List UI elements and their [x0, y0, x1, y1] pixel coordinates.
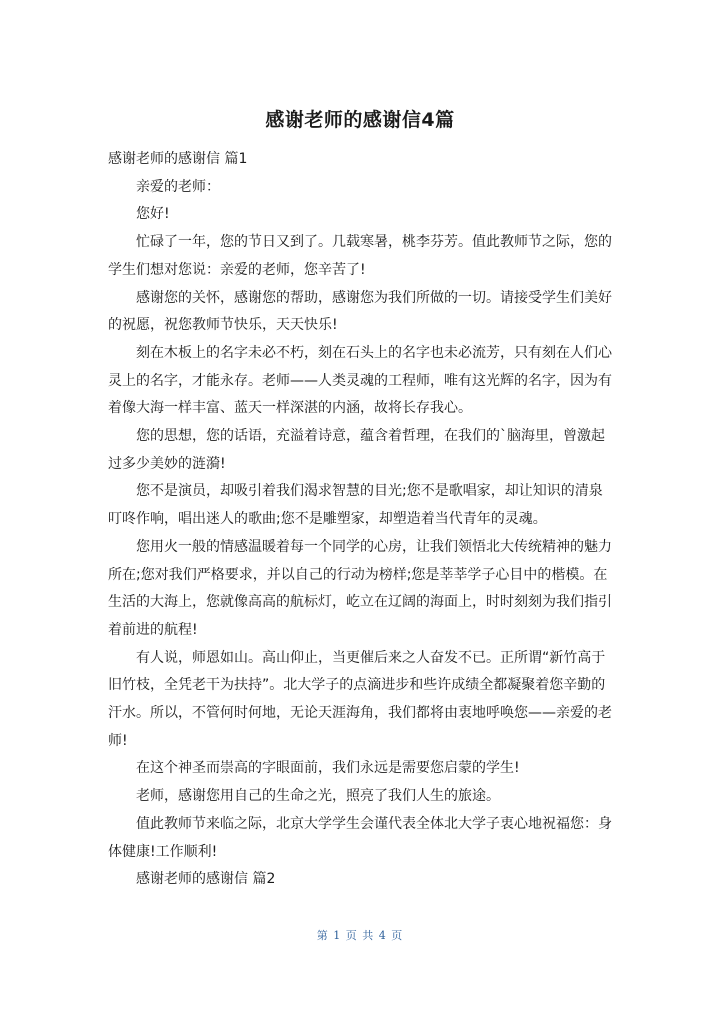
page-number-footer: [0, 928, 720, 944]
section-heading-2: 感谢老师的感谢信 篇2: [136, 871, 276, 888]
paragraph: 值此教师节来临之际，北京大学学生会谨代表全体北大学子衷心地祝福您：身体健康!工作顺利!: [108, 815, 612, 860]
paragraph: 有人说，师恩如山。高山仰止，当更催后来之人奋发不已。正所谓“新竹高于旧竹枝，全凭老干为扶持”。北大学子的点滴进步和些许成绩全都凝聚着您辛勤的汗水。所以，不管何时何地，无论天涯海角，我们都将由衷地呼唤您——亲爱的老师!: [108, 649, 612, 749]
paragraph: 忙碌了一年，您的节日又到了。几载寒暑，桃李芬芳。值此教师节之际，您的学生们想对您说：亲爱的老师，您辛苦了!: [108, 234, 612, 278]
paragraph: 刻在木板上的名字未必不朽，刻在石头上的名字也未必流芳，只有刻在人们心灵上的名字，才能永存。老师——人类灵魂的工程师，唯有这光辉的名字，因为有着像大海一样丰富、蓝天一样深湛的内涵，故将长存我心。: [108, 344, 612, 417]
paragraph: 在这个神圣而崇高的字眼面前，我们永远是需要您启蒙的学生!: [136, 760, 520, 777]
document-title: 感谢老师的感谢信4篇: [265, 109, 455, 131]
salutation: 亲爱的老师：: [136, 178, 220, 195]
paragraph: 您不是演员，却吸引着我们渴求智慧的目光;您不是歌唱家，却让知识的清泉叮咚作响，唱出迷人的歌曲;您不是雕塑家，却塑造着当代青年的灵魂。: [108, 483, 603, 528]
paragraph: 老师，感谢您用自己的生命之光，照亮了我们人生的旅途。: [136, 788, 500, 805]
paragraph: 您用火一般的情感温暖着每一个同学的心房，让我们领悟北大传统精神的魅力所在;您对我们严格要求，并以自己的行动为榜样;您是莘莘学子心目中的楷模。在生活的大海上，您就像高高的航标灯，屹立在辽阔的海面上，时时刻刻为我们指引着前进的航程!: [108, 538, 612, 638]
document-body: [108, 146, 613, 894]
paragraph: 您的思想，您的话语，充溢着诗意，蕴含着哲理，在我们的`脑海里，曾激起过多少美妙的涟漪!: [108, 428, 605, 472]
section-heading-1: 感谢老师的感谢信 篇1: [108, 151, 248, 167]
paragraph: 感谢您的关怀，感谢您的帮助，感谢您为我们所做的一切。请接受学生们美好的祝愿，祝您教师节快乐，天天快乐!: [108, 289, 612, 334]
page-number-text: 第 1 页 共 4 页: [316, 929, 404, 942]
greeting: 您好!: [136, 206, 170, 223]
